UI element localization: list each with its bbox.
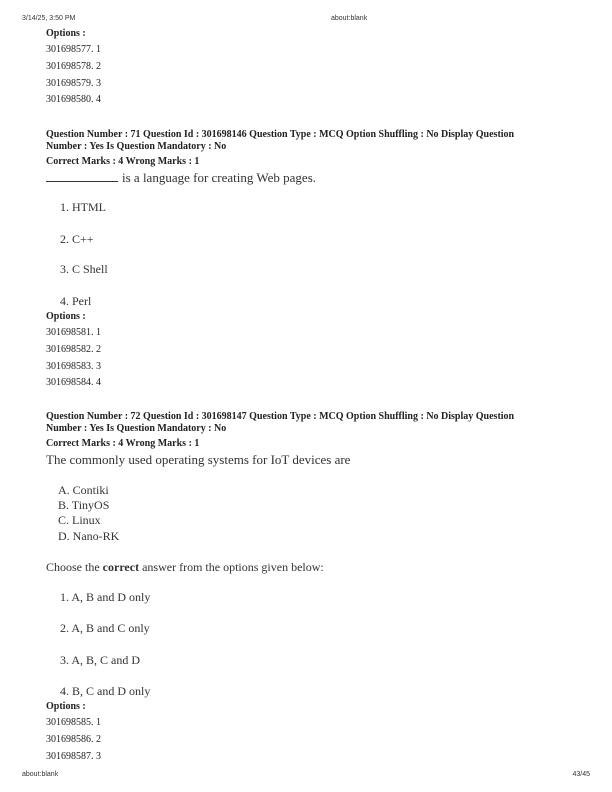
footer-url: about:blank	[22, 771, 59, 778]
options-label: Options :	[46, 311, 86, 322]
instruction-text: Choose the	[46, 560, 103, 574]
option-id: 301698587. 3	[46, 751, 101, 762]
question-meta: Question Number : 71 Question Id : 301698146 Question Type : MCQ Option Shuffling : No Display Question	[46, 129, 515, 140]
question-text	[46, 171, 316, 184]
statement: D. Nano-RK	[58, 529, 120, 543]
choice: 2. C++	[60, 232, 94, 246]
question-marks: Correct Marks : 4 Wrong Marks : 1	[46, 156, 200, 167]
choose-instruction	[46, 561, 324, 573]
answer-blank	[46, 181, 118, 182]
choice: 2. A, B and C only	[60, 621, 150, 635]
statement: A. Contiki	[58, 483, 109, 497]
choice: 4. Perl	[60, 294, 92, 308]
choice: 3. C Shell	[60, 262, 108, 276]
options-label: Options :	[46, 28, 86, 39]
question-marks: Correct Marks : 4 Wrong Marks : 1	[46, 438, 200, 449]
option-id: 301698585. 1	[46, 717, 101, 728]
option-id: 301698581. 1	[46, 327, 101, 338]
choice: 4. B, C and D only	[60, 684, 151, 698]
option-id: 301698586. 2	[46, 734, 101, 745]
choice: 3. A, B, C and D	[60, 653, 141, 667]
question-meta: Number : Yes Is Question Mandatory : No	[46, 423, 227, 434]
question-meta: Question Number : 72 Question Id : 301698147 Question Type : MCQ Option Shuffling : No Display Question	[46, 411, 515, 422]
statement: B. TinyOS	[58, 498, 110, 512]
question-text-content: is a language for creating Web pages.	[122, 170, 316, 185]
option-id: 301698582. 2	[46, 344, 101, 355]
option-id: 301698577. 1	[46, 44, 101, 55]
option-id: 301698578. 2	[46, 61, 101, 72]
option-id: 301698580. 4	[46, 94, 101, 105]
page-number: 43/45	[572, 771, 590, 778]
instruction-emphasis: correct	[102, 560, 140, 574]
options-label: Options :	[46, 701, 86, 712]
print-datetime: 3/14/25, 3:50 PM	[22, 15, 76, 22]
option-id: 301698584. 4	[46, 377, 101, 388]
question-text: The commonly used operating systems for IoT devices are	[46, 452, 351, 467]
question-meta: Number : Yes Is Question Mandatory : No	[46, 141, 227, 152]
print-title: about:blank	[331, 15, 368, 22]
option-id: 301698583. 3	[46, 361, 101, 372]
choice: 1. A, B and D only	[60, 590, 151, 604]
statement: C. Linux	[58, 513, 101, 527]
choice: 1. HTML	[60, 200, 106, 214]
instruction-text: answer from the options given below:	[139, 560, 324, 574]
option-id: 301698579. 3	[46, 78, 101, 89]
